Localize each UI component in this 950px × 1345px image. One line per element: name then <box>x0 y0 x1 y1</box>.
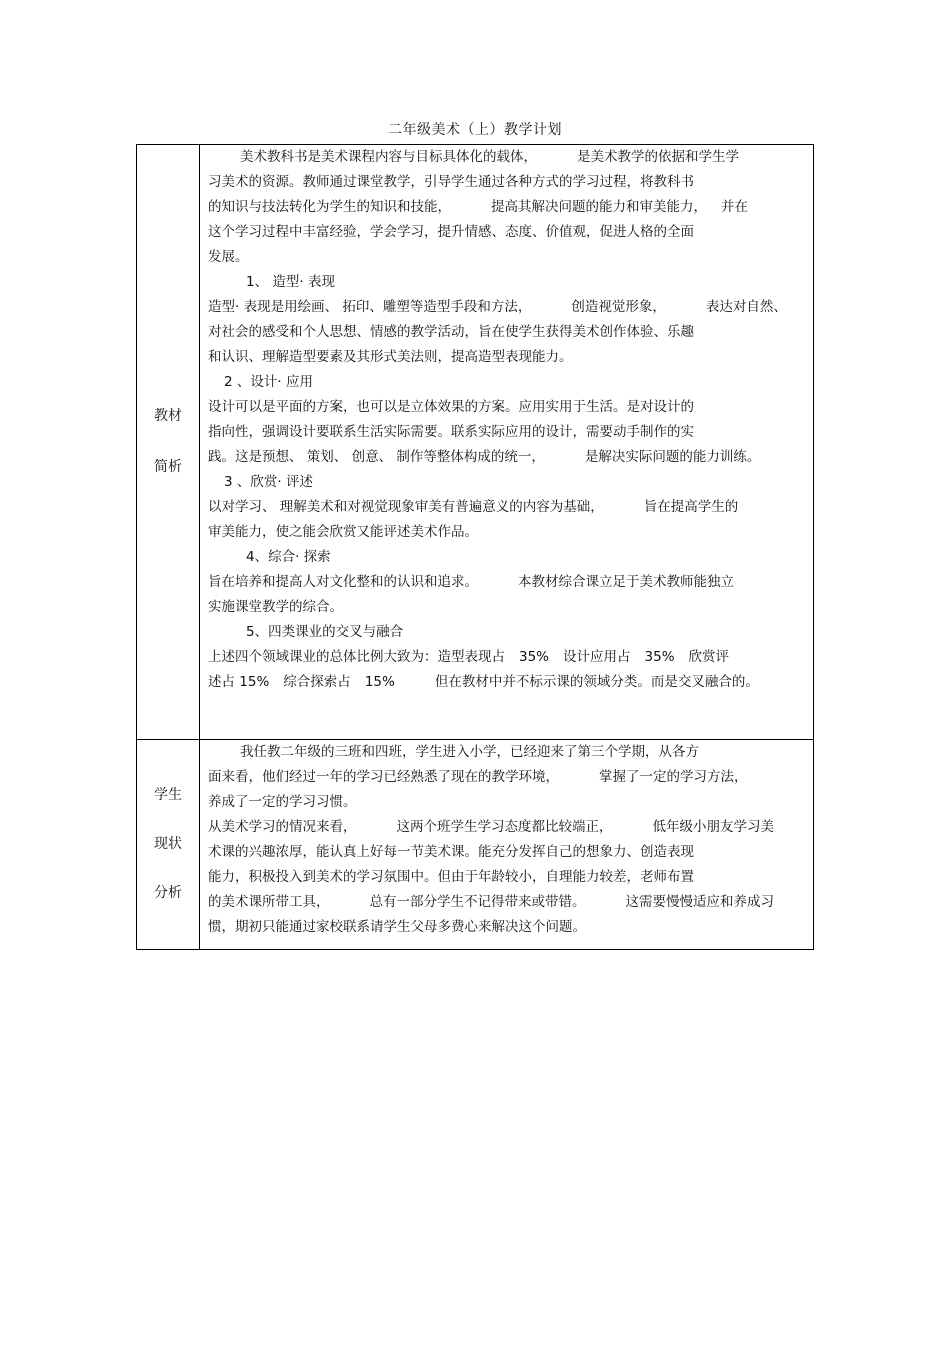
text-line <box>208 345 807 370</box>
text-segment: 造型· 表现是用绘画、 拓印、雕塑等造型手段和方法， <box>208 299 532 315</box>
textbook-analysis-label: 教材 简析 <box>137 145 200 740</box>
text-segment: 术课的兴趣浓厚，能认真上好每一节美术课。能充分发挥自己的想象力、创造表现 <box>208 844 694 860</box>
text-segment: 创造视觉形象， <box>571 299 666 315</box>
text-line <box>208 545 807 570</box>
text-segment: 养成了一定的学习习惯。 <box>208 794 357 810</box>
text-line <box>208 670 807 695</box>
text-line <box>208 840 807 865</box>
plan-table <box>136 144 814 950</box>
text-segment: 述占 15% <box>208 674 270 690</box>
text-segment: 面来看，他们经过一年的学习已经熟悉了现在的教学环境， <box>208 769 559 785</box>
text-segment: 但在教材中并不标示课的领域分类。而是交叉融合的。 <box>434 674 759 690</box>
text-line <box>208 495 807 520</box>
text-line <box>208 815 807 840</box>
text-segment: 指向性，强调设计要联系生活实际需要。联系实际应用的设计，需要动手制作的实 <box>208 424 694 440</box>
text-segment: 践。这是预想、 策划、 创意、 制作等整体构成的统一， <box>208 449 545 465</box>
text-line <box>208 520 807 545</box>
text-segment: 是解决实际问题的能力训练。 <box>584 449 761 465</box>
text-segment: 低年级小朋友学习美 <box>652 819 774 835</box>
text-segment: 这两个班学生学习态度都比较端正， <box>396 819 613 835</box>
text-line <box>208 790 807 815</box>
text-segment: 15% <box>364 674 395 690</box>
text-segment: 设计应用占 <box>563 649 631 665</box>
text-segment: 35% <box>519 649 550 665</box>
text-line <box>208 170 807 195</box>
text-line <box>208 645 807 670</box>
text-segment: 这需要慢慢适应和养成习 <box>625 894 774 910</box>
student-analysis-row <box>137 740 814 950</box>
text-segment: 旨在提高学生的 <box>643 499 739 515</box>
text-segment: 美术教科书是美术课程内容与目标具体化的载体， <box>240 149 537 165</box>
text-segment: 掌握了一定的学习方法， <box>599 769 748 785</box>
text-line <box>208 445 807 470</box>
text-line <box>208 195 807 220</box>
student-analysis-content <box>200 740 814 950</box>
text-line <box>208 740 807 765</box>
textbook-analysis-content <box>200 145 814 740</box>
text-segment: 能力，积极投入到美术的学习氛围中。但由于年龄较小，自理能力较差，老师布置 <box>208 869 694 885</box>
text-segment: 并在 <box>721 199 748 215</box>
text-segment: 5、四类课业的交叉与融合 <box>246 624 404 640</box>
text-segment: 对社会的感受和个人思想、情感的教学活动，旨在使学生获得美术创作体验、乐趣 <box>208 324 694 340</box>
text-line <box>208 890 807 915</box>
text-line <box>208 270 807 295</box>
text-line <box>208 145 807 170</box>
text-line <box>208 220 807 245</box>
text-segment: 的美术课所带工具， <box>208 894 330 910</box>
text-line <box>208 370 807 395</box>
text-segment: 这个学习过程中丰富经验，学会学习，提升情感、态度、价值观，促进人格的全面 <box>208 224 694 240</box>
text-segment: 4、综合· 探索 <box>246 549 331 565</box>
text-segment: 实施课堂教学的综合。 <box>208 599 343 615</box>
text-segment: 以对学习、 理解美术和对视觉现象审美有普遍意义的内容为基础， <box>208 499 604 515</box>
text-line <box>208 595 807 620</box>
text-segment: 审美能力，使之能会欣赏又能评述美术作品。 <box>208 524 478 540</box>
text-line <box>208 470 807 495</box>
text-segment: 2 、设计· 应用 <box>224 374 313 390</box>
text-line <box>208 420 807 445</box>
text-segment: 本教材综合课立足于美术教师能独立 <box>518 574 734 590</box>
text-segment: 和认识、理解造型要素及其形式美法则，提高造型表现能力。 <box>208 349 573 365</box>
text-segment: 发展。 <box>208 249 249 265</box>
text-line <box>208 295 807 320</box>
student-analysis-text <box>208 740 807 940</box>
text-line <box>208 865 807 890</box>
textbook-analysis-text <box>208 145 807 695</box>
text-segment: 惯，期初只能通过家校联系请学生父母多费心来解决这个问题。 <box>208 919 586 935</box>
text-line <box>208 395 807 420</box>
text-segment: 上述四个领域课业的总体比例大致为：造型表现占 <box>208 649 505 665</box>
text-line <box>208 320 807 345</box>
textbook-analysis-row <box>137 145 814 740</box>
text-segment: 的知识与技法转化为学生的知识和技能， <box>208 199 451 215</box>
text-segment: 设计可以是平面的方案，也可以是立体效果的方案。应用实用于生活。是对设计的 <box>208 399 694 415</box>
text-segment: 我任教二年级的三班和四班，学生进入小学，已经迎来了第三个学期，从各方 <box>240 744 699 760</box>
text-segment: 总有一部分学生不记得带来或带错。 <box>369 894 586 910</box>
text-line <box>208 620 807 645</box>
text-segment: 35% <box>644 649 675 665</box>
text-segment: 旨在培养和提高人对文化整和的认识和追求。 <box>208 574 478 590</box>
text-segment: 欣赏评 <box>688 649 730 665</box>
text-segment: 表达对自然、 <box>705 299 787 315</box>
document-title: 二年级美术（上）教学计划 <box>388 122 562 138</box>
text-line <box>208 245 807 270</box>
text-segment: 1、 造型· 表现 <box>246 274 335 290</box>
text-segment: 提高其解决问题的能力和审美能力， <box>491 199 707 215</box>
student-analysis-label: 学生 现状 分析 <box>137 740 200 950</box>
text-segment: 3 、欣赏· 评述 <box>224 474 313 490</box>
text-segment: 从美术学习的情况来看， <box>208 819 357 835</box>
text-line <box>208 915 807 940</box>
text-line <box>208 765 807 790</box>
text-segment: 习美术的资源。教师通过课堂教学，引导学生通过各种方式的学习过程，将教科书 <box>208 174 694 190</box>
text-segment: 是美术教学的依据和学生学 <box>577 149 739 165</box>
text-line <box>208 570 807 595</box>
text-segment: 综合探索占 <box>283 674 351 690</box>
